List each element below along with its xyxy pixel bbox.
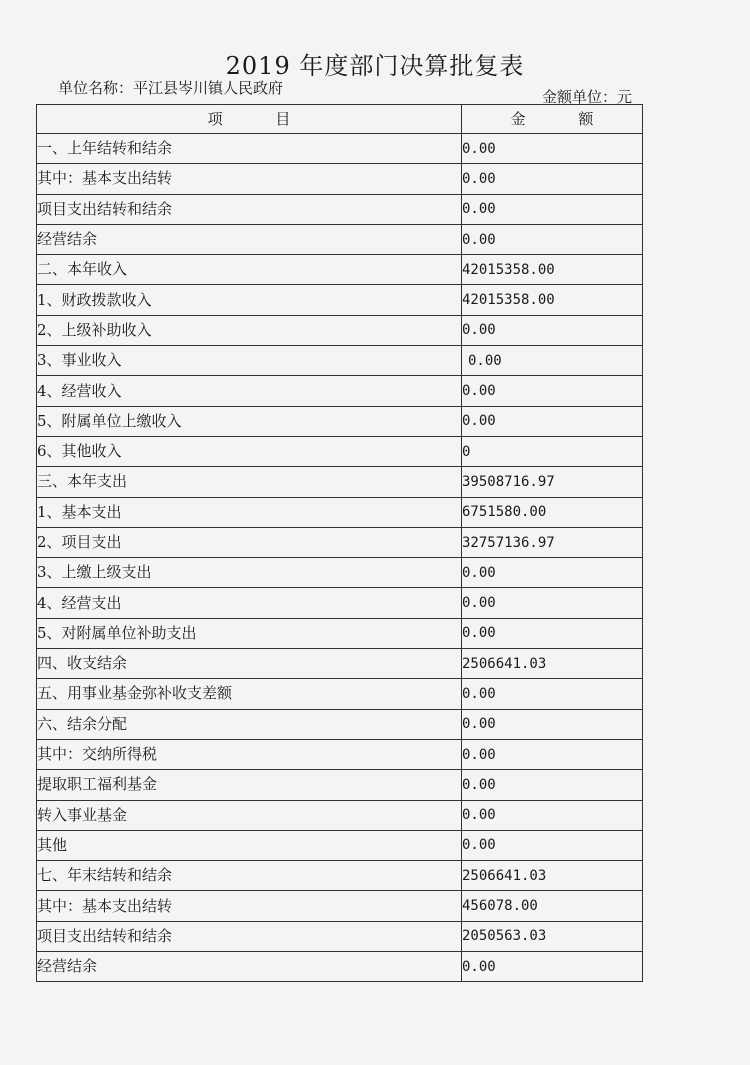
row-amount: 39508716.97 <box>462 467 643 497</box>
table-row <box>37 285 643 315</box>
row-item: 提取职工福利基金 <box>37 770 462 800</box>
row-amount: 32757136.97 <box>462 527 643 557</box>
table-row <box>37 649 643 679</box>
table-row <box>37 164 643 194</box>
row-amount: 0.00 <box>462 709 643 739</box>
table-row <box>37 891 643 921</box>
row-amount: 0.00 <box>462 134 643 164</box>
table-row <box>37 679 643 709</box>
table-row <box>37 467 643 497</box>
table-row <box>37 618 643 648</box>
table-row <box>37 497 643 527</box>
table-row <box>37 588 643 618</box>
row-amount: 0 <box>462 436 643 466</box>
table-row <box>37 921 643 951</box>
row-item: 4、经营收入 <box>37 376 462 406</box>
table-header-row <box>37 105 643 134</box>
row-item: 3、事业收入 <box>37 346 462 376</box>
table-row <box>37 952 643 982</box>
table-row <box>37 194 643 224</box>
row-item: 转入事业基金 <box>37 800 462 830</box>
row-item: 六、结余分配 <box>37 709 462 739</box>
row-amount: 0.00 <box>462 830 643 860</box>
row-item: 3、上缴上级支出 <box>37 558 462 588</box>
row-item: 经营结余 <box>37 952 462 982</box>
page-title: 2019 年度部门决算批复表 <box>225 52 525 80</box>
row-amount: 0.00 <box>462 679 643 709</box>
row-amount: 42015358.00 <box>462 255 643 285</box>
row-item: 6、其他收入 <box>37 436 462 466</box>
row-item: 2、上级补助收入 <box>37 315 462 345</box>
row-item: 三、本年支出 <box>37 467 462 497</box>
row-amount: 2506641.03 <box>462 649 643 679</box>
row-amount: 0.00 <box>462 194 643 224</box>
row-item: 5、对附属单位补助支出 <box>37 618 462 648</box>
table-row <box>37 376 643 406</box>
amount-unit: 金额单位：元 <box>542 88 633 106</box>
table-row <box>37 558 643 588</box>
table-row <box>37 739 643 769</box>
table-row <box>37 255 643 285</box>
row-amount: 0.00 <box>462 164 643 194</box>
row-amount: 0.00 <box>462 588 643 618</box>
row-item: 1、基本支出 <box>37 497 462 527</box>
row-item: 其中：基本支出结转 <box>37 891 462 921</box>
row-item: 项目支出结转和结余 <box>37 921 462 951</box>
row-item: 其他 <box>37 830 462 860</box>
row-item: 一、上年结转和结余 <box>37 134 462 164</box>
row-amount: 2506641.03 <box>462 861 643 891</box>
row-amount: 0.00 <box>462 406 643 436</box>
budget-table <box>36 104 643 982</box>
unit-name: 单位名称：平江县岑川镇人民政府 <box>58 79 284 97</box>
table-row <box>37 709 643 739</box>
row-item: 5、附属单位上缴收入 <box>37 406 462 436</box>
table-row <box>37 800 643 830</box>
row-item: 经营结余 <box>37 224 462 254</box>
row-item: 七、年末结转和结余 <box>37 861 462 891</box>
table-row <box>37 436 643 466</box>
row-amount: 0.00 <box>462 739 643 769</box>
row-amount: 0.00 <box>462 770 643 800</box>
table-row <box>37 406 643 436</box>
row-amount: 0.00 <box>462 376 643 406</box>
table-row <box>37 830 643 860</box>
row-item: 二、本年收入 <box>37 255 462 285</box>
row-item: 其中：交纳所得税 <box>37 739 462 769</box>
row-amount: 6751580.00 <box>462 497 643 527</box>
row-amount: 0.00 <box>462 558 643 588</box>
row-item: 其中：基本支出结转 <box>37 164 462 194</box>
table-row <box>37 770 643 800</box>
row-item: 2、项目支出 <box>37 527 462 557</box>
table-row <box>37 315 643 345</box>
table-row <box>37 346 643 376</box>
row-amount: 0.00 <box>462 618 643 648</box>
row-amount: 0.00 <box>462 952 643 982</box>
column-header-amount: 金 额 <box>462 105 643 134</box>
row-item: 4、经营支出 <box>37 588 462 618</box>
row-amount: 456078.00 <box>462 891 643 921</box>
row-amount: 0.00 <box>462 346 643 376</box>
row-amount: 0.00 <box>462 800 643 830</box>
row-item: 五、用事业基金弥补收支差额 <box>37 679 462 709</box>
row-item: 项目支出结转和结余 <box>37 194 462 224</box>
table-row <box>37 861 643 891</box>
table-row <box>37 527 643 557</box>
row-item: 1、财政拨款收入 <box>37 285 462 315</box>
column-header-item: 项 目 <box>37 105 462 134</box>
row-amount: 0.00 <box>462 224 643 254</box>
row-item: 四、收支结余 <box>37 649 462 679</box>
table-row <box>37 134 643 164</box>
row-amount: 0.00 <box>462 315 643 345</box>
row-amount: 42015358.00 <box>462 285 643 315</box>
row-amount: 2050563.03 <box>462 921 643 951</box>
table-row <box>37 224 643 254</box>
